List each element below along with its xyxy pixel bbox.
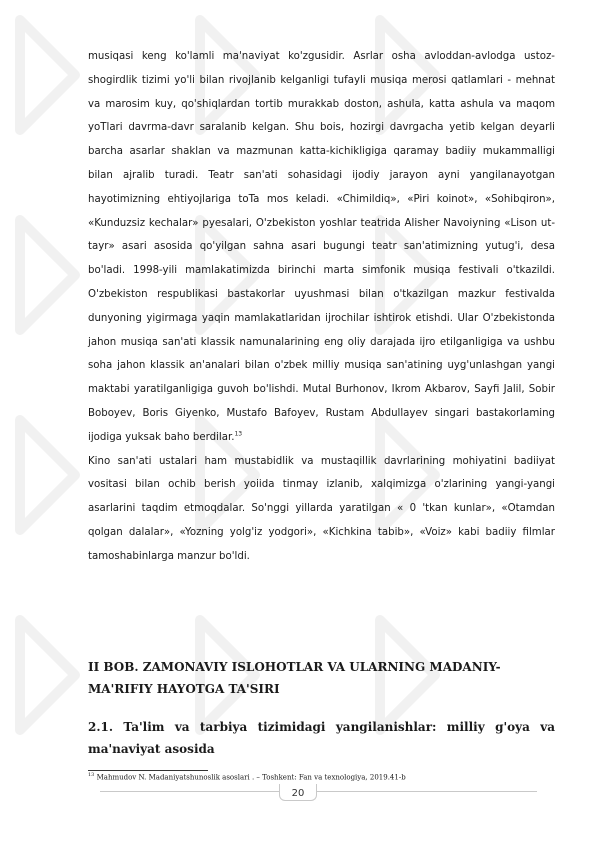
paragraph-1 — [88, 45, 555, 450]
page-number-rule — [100, 791, 537, 792]
footnote-number: 13 — [88, 772, 95, 778]
footnote-reference[interactable]: 13 — [234, 430, 243, 438]
footnote-text: Mahmudov N. Madaniyatshunoslik asoslari . – Toshkent: Fan va texnologiya, 2019.41-b — [96, 773, 406, 782]
body-text — [88, 45, 555, 569]
paragraph-1-text: musiqasi keng ko'lamli ma'naviyat ko'zgusidir. Asrlar osha avloddan-avlodga ustoz-shogirdlik tizimi yo'li bilan rivojlanib kelganligi tufayli musiqa merosi qatlamlari - mehnat va marosim kuy, qo'shiqlardan tortib murakkab doston, ashula, katta ashula va maqom yoTlari davrma-davr saralanib kelgan. Shu bois, hozirgi davrgacha yetib kelgan deyarli barcha asarlar shaklan va mazmunan katta-kichikligiga qaramay badiiy mukammalligi bilan ajralib turadi. Teatr san'ati sohasidagi ijodiy jarayon ayni yangilanayotgan hayotimizning ehtiyojlariga toTa mos keladi. «Chimildiq», «Piri koinot», «Sohibqiron», «Kunduzsiz kechalar» pyesalari, O'zbekiston yoshlar teatrida Alisher Navoiyning «Lison ut-tayr» asari asosida qo'yilgan sahna asari bugungi teatr san'atimizning yutug'i, desa bo'ladi. 1998-yili mamlakatimizda birinchi marta simfonik musiqa festivali o'tkazildi. O'zbekiston respublikasi bastakorlar uyushmasi bilan o'tkazilgan mazkur festivalda dunyoning yigirmaga yaqin mamlakatlaridan ijrochilar ishtirok etishdi. Ular O'zbekistonda jahon musiqa san'ati klassik namunalarining eng oliy darajada ijro etilganligiga va ushbu soha jahon klassik an'analari bilan o'zbek milliy musiqa san'atining uyg'unlashgan yangi maktabi yaratilganligiga guvoh bo'lishdi. Mutal Burhonov, Ikrom Akbarov, Sayfi Jalil, Sobir Boboyev, Boris Giyenko, Mustafo Bafoyev, Rustam Abdullayev singari bastakorlaming ijodiga yuksak baho berdilar. — [88, 51, 555, 443]
page-number: 20 — [279, 784, 317, 801]
chapter-heading: II BOB. ZAMONAVIY ISLOHOTLAR VA ULARNING MADANIY-MA'RIFIY HAYOTGA TA'SIRI — [88, 660, 501, 696]
footnote — [88, 772, 555, 781]
paragraph-2: Kino san'ati ustalari ham mustabidlik va mustaqillik davrlarining mohiyatini badiiyat vositasi bilan ochib berish yoiida tinmay izlanib, xalqimizga o'zlarining yangi-yangi asarlarini taqdim etmoqdalar. So'nggi yillarda yaratilgan « 0 'tkan kunlar», «Otamdan qolgan dalalar», «Yozning yolg'iz yodgori», «Kichkina tabib», «Voiz» kabi badiiy filmlar tamoshabinlarga manzur bo'ldi. — [88, 455, 555, 562]
section-heading: 2.1. Ta'lim va tarbiya tizimidagi yangilanishlar: milliy g'oya va ma'naviyat asosida — [88, 720, 555, 756]
footnote-separator — [88, 770, 208, 771]
